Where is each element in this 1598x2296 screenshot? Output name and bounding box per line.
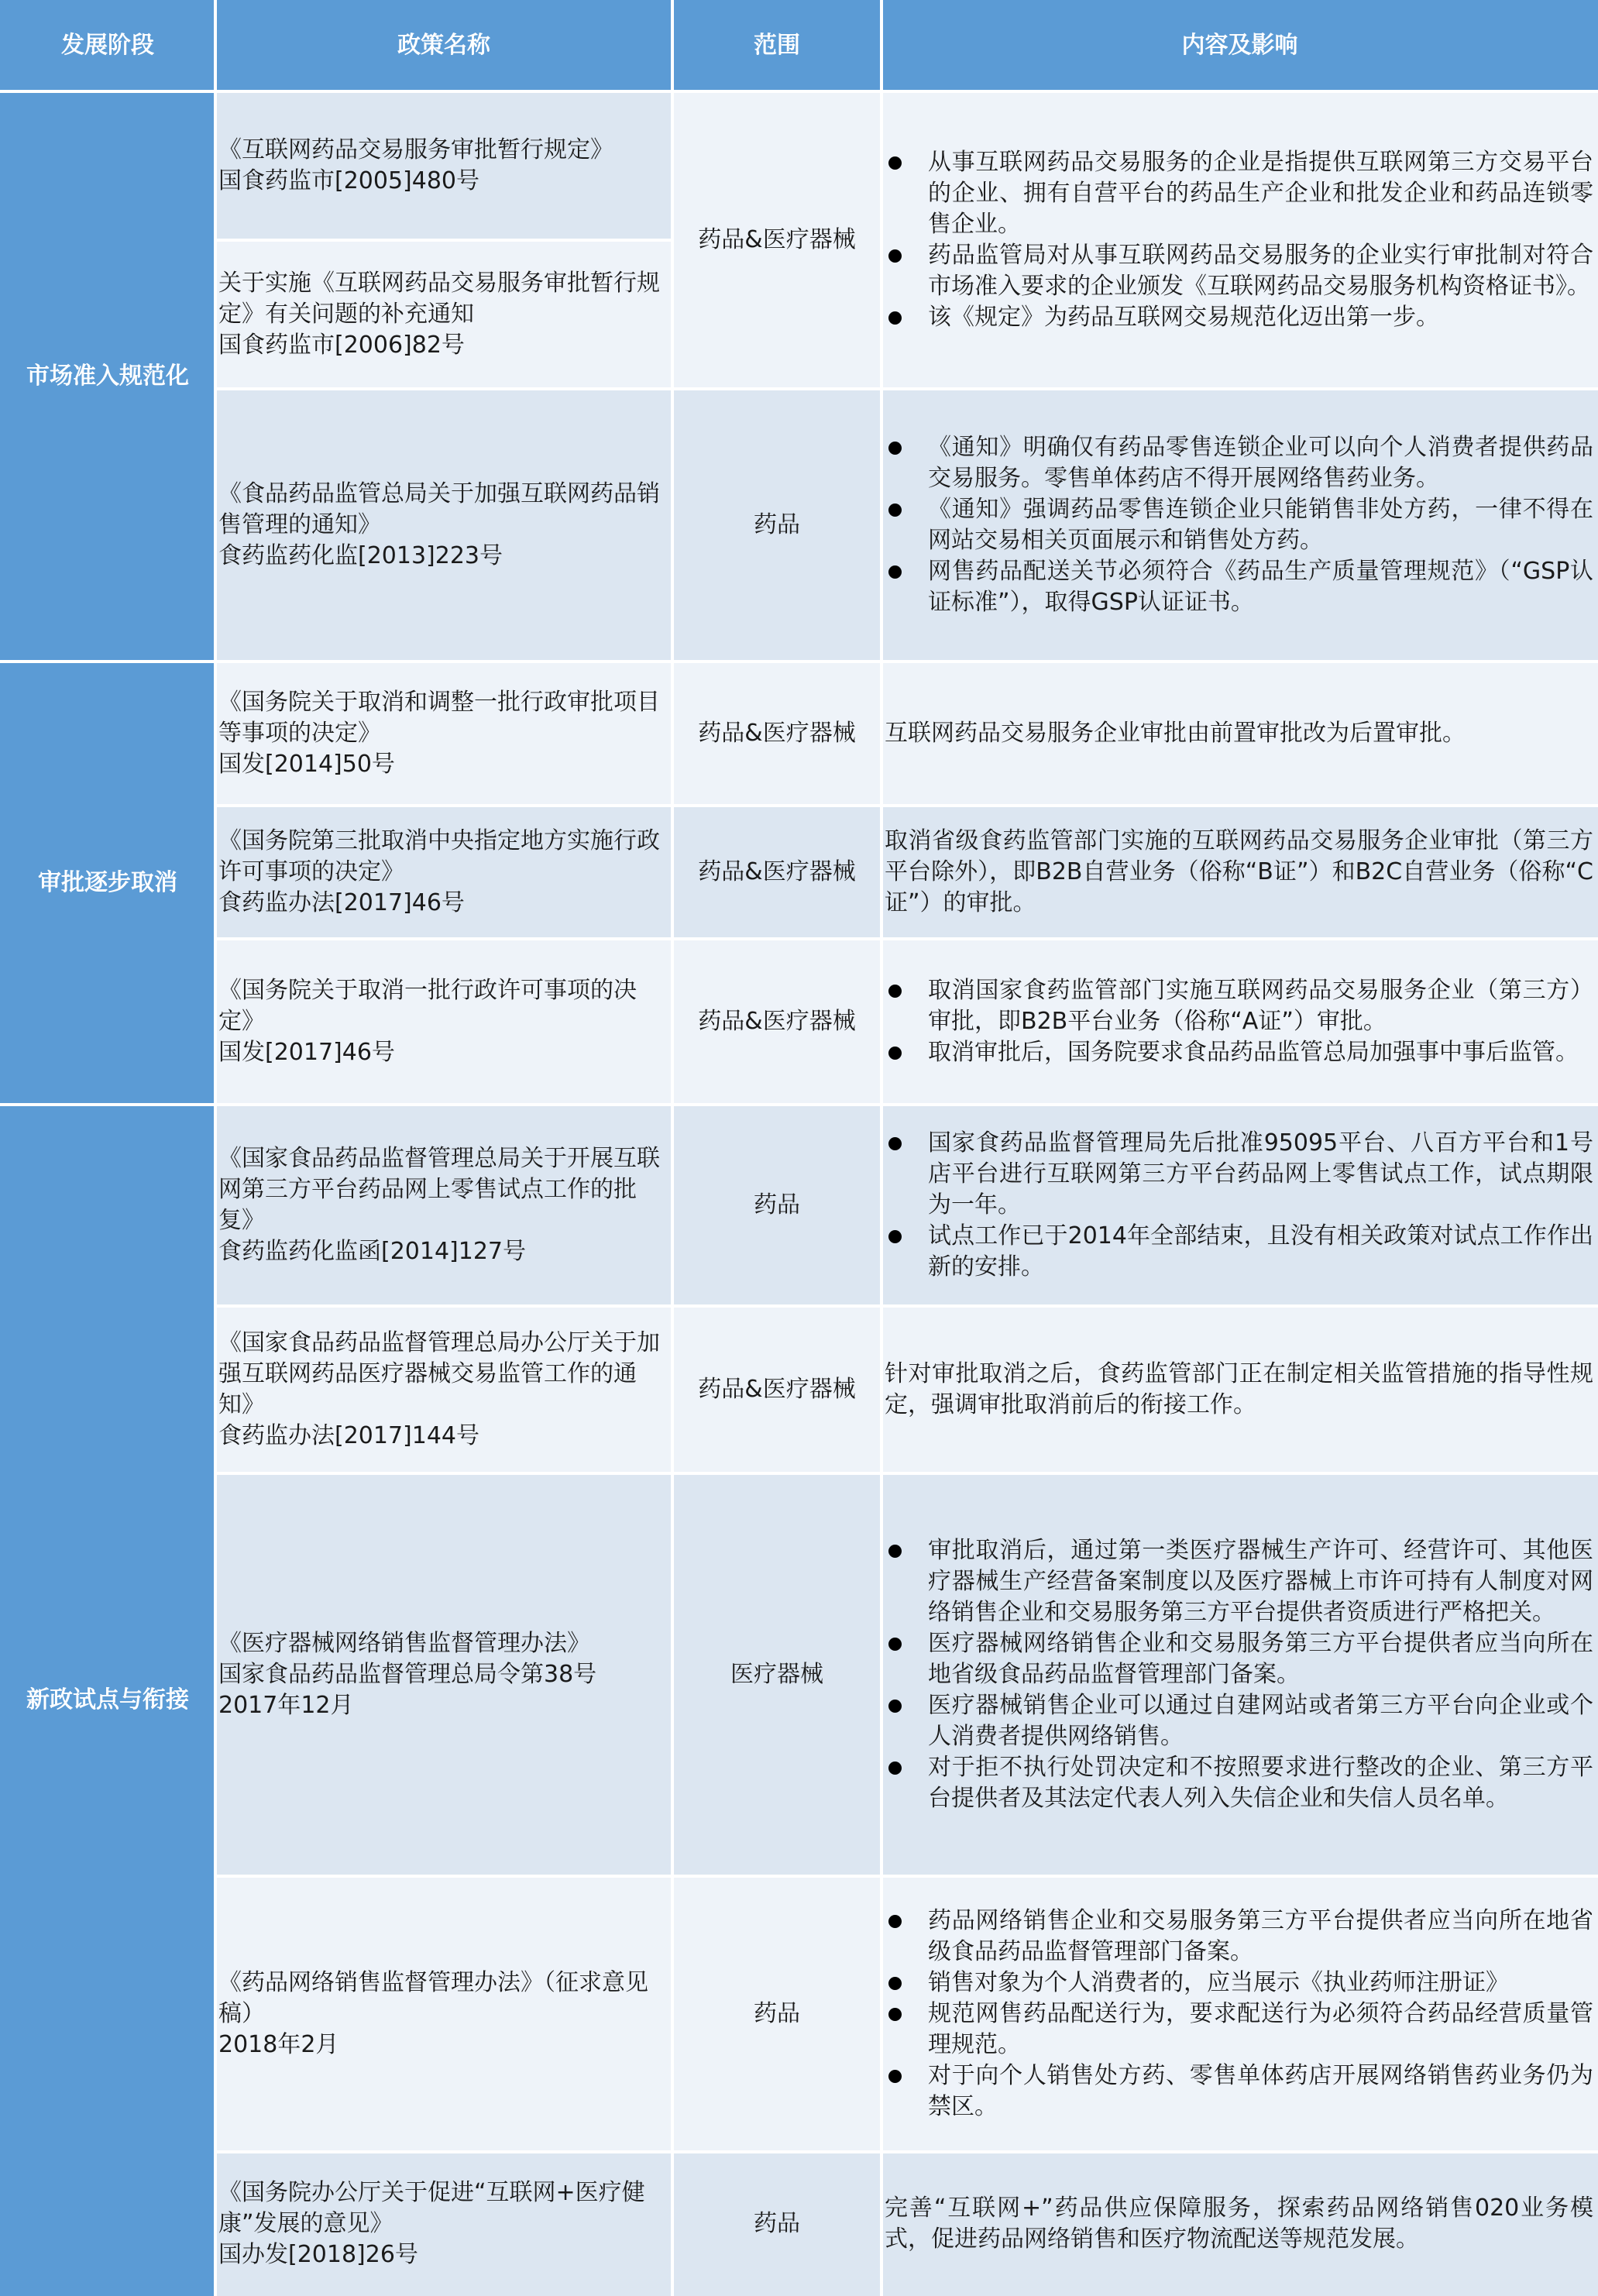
grid-line-h-r8 [215, 1472, 1598, 1475]
policy-name-6: 《国务院关于取消一批行政许可事项的决定》 国发[2017]46号 [215, 939, 672, 1105]
content-4-text: 取消省级食药监管部门实施的互联网药品交易服务企业审批（第三方平台除外），即B2B自营业务（俗称“B证”）和B2C自营业务（俗称“C证”）的审批。 [885, 827, 1593, 916]
content-10-text: 完善“互联网+”药品供应保障服务，探索药品网络销售020业务模式，促进药品网络销售和医疗物流配送等规范发展。 [885, 2195, 1593, 2253]
grid-line-v2 [671, 0, 674, 2296]
content-10 [881, 2152, 1598, 2296]
content-6-bullet-2: 试点工作已于2014年全部结束，且没有相关政策对试点工作作出新的安排。 [885, 1221, 1593, 1283]
grid-line-h-stage1 [0, 660, 1598, 663]
content-8-bullet-2: 医疗器械网络销售企业和交易服务第三方平台提供者应当向所在地省级食品药品监督管理部门备案。 [885, 1628, 1593, 1690]
content-5-bullet-2: 取消审批后，国务院要求食品药品监管总局加强事中事后监管。 [885, 1037, 1593, 1068]
content-1-bullet-3: 该《规定》为药品互联网交易规范化迈出第一步。 [885, 302, 1593, 333]
policy-name-3: 《食品药品监管总局关于加强互联网药品销售管理的通知》 食药监药化监[2013]223号 [215, 389, 672, 662]
grid-line-h-n1 [215, 239, 672, 242]
scope-5: 药品&医疗器械 [672, 939, 881, 1105]
content-2 [881, 389, 1598, 662]
grid-line-h-r5 [215, 937, 1598, 940]
stage-approval-cancel: 审批逐步取消 [0, 662, 215, 1105]
scope-10: 药品 [672, 2152, 881, 2296]
content-1 [881, 91, 1598, 389]
policy-name-4: 《国务院关于取消和调整一批行政审批项目等事项的决定》 国发[2014]50号 [215, 662, 672, 806]
content-2-bullet-3: 网售药品配送关节必须符合《药品生产质量管理规范》（“GSP认证标准”），取得GSP认证证书。 [885, 556, 1593, 618]
content-3-text: 互联网药品交易服务企业审批由前置审批改为后置审批。 [885, 720, 1466, 747]
policy-name-7: 《国家食品药品监督管理总局关于开展互联网第三方平台药品网上零售试点工作的批复》 食药监药化监函[2014]127号 [215, 1105, 672, 1306]
grid-line-v3 [880, 0, 883, 2296]
content-4 [881, 806, 1598, 939]
scope-2: 药品 [672, 389, 881, 662]
content-6 [881, 1105, 1598, 1306]
content-5 [881, 939, 1598, 1105]
content-9-bullet-3: 规范网售药品配送行为，要求配送行为必须符合药品经营质量管理规范。 [885, 1999, 1593, 2061]
grid-line-h-stage2 [0, 1103, 1598, 1106]
grid-line-h-r9 [215, 1875, 1598, 1878]
content-7 [881, 1306, 1598, 1473]
policy-name-8: 《国家食品药品监督管理总局办公厅关于加强互联网药品医疗器械交易监管工作的通知》 食药监办法[2017]144号 [215, 1306, 672, 1473]
grid-line-v1 [214, 0, 217, 2296]
content-8 [881, 1473, 1598, 1876]
policy-name-11: 《国务院办公厅关于促进“互联网+医疗健康”发展的意见》 国办发[2018]26号 [215, 2152, 672, 2296]
content-7-text: 针对审批取消之后，食药监管部门正在制定相关监管措施的指导性规定，强调审批取消前后的衔接工作。 [885, 1360, 1593, 1418]
scope-6: 药品 [672, 1105, 881, 1306]
stage-pilot-transition: 新政试点与衔接 [0, 1105, 215, 2296]
scope-9: 药品 [672, 1876, 881, 2152]
content-2-bullet-1: 《通知》明确仅有药品零售连锁企业可以向个人消费者提供药品交易服务。零售单体药店不得开展网络售药业务。 [885, 432, 1593, 494]
header-scope: 范围 [672, 0, 881, 91]
content-6-bullet-1: 国家食药品监督管理局先后批准95095平台、八百方平台和1号店平台进行互联网第三方平台药品网上零售试点工作，试点期限为一年。 [885, 1128, 1593, 1221]
content-5-bullet-1: 取消国家食药监管部门实施互联网药品交易服务企业（第三方）审批，即B2B平台业务（俗称“A证”）审批。 [885, 975, 1593, 1037]
content-1-bullet-1: 从事互联网药品交易服务的企业是指提供互联网第三方交易平台的企业、拥有自营平台的药品生产企业和批发企业和药品连锁零售企业。 [885, 147, 1593, 240]
grid-line-h-header [0, 90, 1598, 93]
header-stage: 发展阶段 [0, 0, 215, 91]
content-9-bullet-1: 药品网络销售企业和交易服务第三方平台提供者应当向所在地省级食品药品监督管理部门备案。 [885, 1906, 1593, 1968]
header-name: 政策名称 [215, 0, 672, 91]
content-2-bullet-2: 《通知》强调药品零售连锁企业只能销售非处方药，一律不得在网站交易相关页面展示和销售处方药。 [885, 494, 1593, 556]
grid-line-h-r4 [215, 804, 1598, 807]
scope-1: 药品&医疗器械 [672, 91, 881, 389]
scope-7: 药品&医疗器械 [672, 1306, 881, 1473]
header-content: 内容及影响 [881, 0, 1598, 91]
scope-4: 药品&医疗器械 [672, 806, 881, 939]
content-8-bullet-3: 医疗器械销售企业可以通过自建网站或者第三方平台向企业或个人消费者提供网络销售。 [885, 1690, 1593, 1752]
content-8-bullet-1: 审批取消后，通过第一类医疗器械生产许可、经营许可、其他医疗器械生产经营备案制度以及医疗器械上市许可持有人制度对网络销售企业和交易服务第三方平台提供者资质进行严格把关。 [885, 1535, 1593, 1628]
content-3 [881, 662, 1598, 806]
scope-8: 医疗器械 [672, 1473, 881, 1876]
policy-name-9: 《医疗器械网络销售监督管理办法》 国家食品药品监督管理总局令第38号 2017年12月 [215, 1473, 672, 1876]
policy-name-2: 关于实施《互联网药品交易服务审批暂行规定》有关问题的补充通知 国食药监市[2006]82号 [215, 240, 672, 389]
content-9-bullet-2: 销售对象为个人消费者的，应当展示《执业药师注册证》 [885, 1968, 1593, 1999]
content-9-bullet-4: 对于向个人销售处方药、零售单体药店开展网络销售药业务仍为禁区。 [885, 2061, 1593, 2122]
policy-name-5: 《国务院第三批取消中央指定地方实施行政许可事项的决定》 食药监办法[2017]46号 [215, 806, 672, 939]
stage-market-access: 市场准入规范化 [0, 91, 215, 662]
content-9 [881, 1876, 1598, 2152]
grid-line-h-r1 [215, 387, 1598, 390]
content-8-bullet-4: 对于拒不执行处罚决定和不按照要求进行整改的企业、第三方平台提供者及其法定代表人列入失信企业和失信人员名单。 [885, 1752, 1593, 1814]
grid-line-h-r7 [215, 1304, 1598, 1308]
policy-name-1: 《互联网药品交易服务审批暂行规定》 国食药监市[2005]480号 [215, 91, 672, 240]
grid-line-h-r10 [215, 2150, 1598, 2153]
policy-name-10: 《药品网络销售监督管理办法》（征求意见稿） 2018年2月 [215, 1876, 672, 2152]
content-1-bullet-2: 药品监管局对从事互联网药品交易服务的企业实行审批制对符合市场准入要求的企业颁发《互联网药品交易服务机构资格证书》。 [885, 240, 1593, 302]
scope-3: 药品&医疗器械 [672, 662, 881, 806]
